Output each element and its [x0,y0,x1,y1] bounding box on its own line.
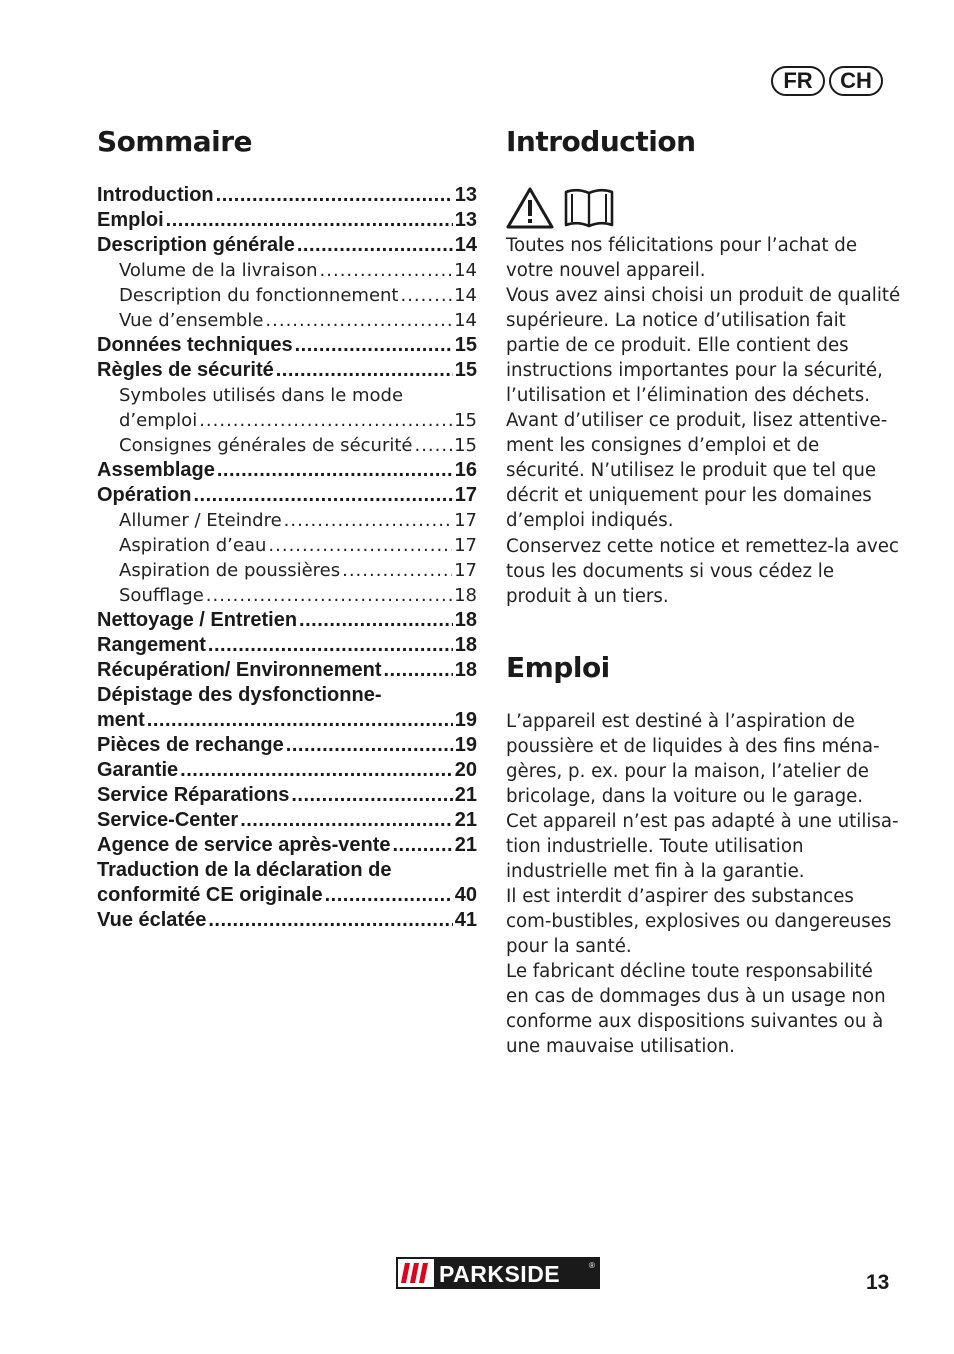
toc-entry-page: 18 [454,659,477,681]
toc-entry [97,883,477,908]
toc-entry [97,758,477,783]
toc-entry [97,308,477,333]
toc-entry-label: ment [97,709,145,731]
toc-entry [97,858,477,883]
toc-entry [97,533,477,558]
toc-leader-dots [320,258,453,283]
toc-entry [97,283,477,308]
toc-entry-page: 15 [454,334,477,356]
toc-leader-dots [325,883,453,908]
toc-entry [97,733,477,758]
intro-paragraph-2: Vous avez ainsi choisi un produit de qualité supérieure. La notice d’utilisation fait partie de ce produit. Elle contient des instructions importantes pour la sécurité, l’utilisation et l’élimination des déchets. Avant d’utiliser ce produit, lisez attentive-ment les consignes d’emploi et de sécurité. N’utilisez le produit que tel que décrit et uniquement pour les domaines d’emploi indiqués. [506,285,901,531]
toc-entry-label: Vue d’ensemble [119,310,264,331]
toc-entry-page: 21 [454,834,477,856]
toc-entry [97,233,477,258]
intro-paragraph-3: Conservez cette notice et remettez-la avec tous les documents si vous cédez le produit à un tiers. [506,536,899,607]
toc-entry-page: 17 [454,484,477,506]
toc-entry [97,258,477,283]
toc-entry [97,483,477,508]
toc-entry-label: Pièces de rechange [97,734,284,756]
toc-leader-dots [147,708,453,733]
toc-leader-dots [166,208,453,233]
toc-entry [97,508,477,533]
toc-entry-page: 21 [454,784,477,806]
toc-leader-dots [216,183,453,208]
toc-entry [97,658,477,683]
toc-entry-page: 40 [454,884,477,906]
toc-leader-dots [393,833,453,858]
toc-entry-page: 19 [454,734,477,756]
toc-entry-label: Garantie [97,759,179,781]
toc-entry-label: Traduction de la déclaration de [97,859,392,881]
toc-leader-dots [414,433,452,458]
parkside-logo [396,1257,600,1293]
lang-badge-ch: CH [829,66,883,96]
toc-entry-page: 15 [454,410,477,431]
toc-entry-label: Service-Center [97,809,239,831]
toc-leader-dots [299,608,453,633]
toc-entry [97,833,477,858]
toc-leader-dots [208,908,452,933]
intro-paragraph-1: Toutes nos félicitations pour l’achat de votre nouvel appareil. [506,235,858,281]
toc-entry-page: 14 [454,310,477,331]
toc-entry-page: 18 [454,609,477,631]
toc-entry-page: 21 [454,809,477,831]
toc-entry [97,458,477,483]
emploi-paragraph-1: L’appareil est destiné à l’aspiration de poussière et de liquides à des fins ména-gères, p. ex. pour la maison, l’atelier de bricolage, dans la voiture ou le garage. [506,711,880,807]
toc-entry-page: 15 [454,435,477,456]
toc-leader-dots [276,358,453,383]
toc-leader-dots [400,283,452,308]
toc-entry-label: Consignes générales de sécurité [119,435,413,456]
toc-leader-dots [284,508,452,533]
introduction-heading: Introduction [506,125,696,158]
toc-entry-label: Rangement [97,634,206,656]
toc-leader-dots [286,733,453,758]
lang-badge-fr: FR [771,66,825,96]
toc-entry-label: Service Réparations [97,784,290,806]
toc-entry-page: 41 [454,909,477,931]
toc-entry [97,558,477,583]
toc-entry-label: Données techniques [97,334,293,356]
toc-entry-label: Agence de service après-vente [97,834,391,856]
toc-entry-page: 18 [454,634,477,656]
toc-leader-dots [291,783,452,808]
toc-entry [97,708,477,733]
table-of-contents [97,183,477,933]
emploi-heading: Emploi [506,651,610,684]
toc-entry-label: Aspiration d’eau [119,535,267,556]
toc-entry-page: 14 [454,260,477,281]
open-book-icon [563,186,615,230]
toc-entry-page: 14 [454,234,477,256]
toc-entry [97,183,477,208]
toc-leader-dots [217,458,453,483]
toc-entry-page: 16 [454,459,477,481]
toc-leader-dots [268,533,452,558]
toc-entry [97,908,477,933]
toc-entry [97,808,477,833]
emploi-paragraph-4: Le fabricant décline toute responsabilité en cas de dommages dus à un usage non conforme aux dispositions suivantes ou à une mauvaise utilisation. [506,961,886,1057]
toc-entry-label: d’emploi [119,410,198,431]
toc-entry-label: Récupération/ Environnement [97,659,382,681]
toc-entry [97,358,477,383]
toc-entry-page: 13 [454,184,477,206]
toc-entry [97,683,477,708]
toc-entry [97,333,477,358]
toc-entry-page: 15 [454,359,477,381]
toc-leader-dots [342,558,452,583]
toc-entry-label: Opération [97,484,192,506]
toc-leader-dots [208,633,453,658]
toc-entry-label: Emploi [97,209,164,231]
toc-entry-label: conformité CE originale [97,884,323,906]
toc-entry-page: 17 [454,535,477,556]
toc-entry-page: 17 [454,560,477,581]
toc-entry-page: 14 [454,285,477,306]
toc-entry-label: Assemblage [97,459,215,481]
toc-entry [97,608,477,633]
toc-entry [97,408,477,433]
brand-name: PARKSIDE [439,1261,561,1287]
toc-entry-page: 17 [454,510,477,531]
toc-entry-page: 18 [454,585,477,606]
toc-entry-page: 19 [454,709,477,731]
toc-entry-label: Allumer / Eteindre [119,510,282,531]
toc-leader-dots [295,333,453,358]
toc-entry [97,783,477,808]
toc-entry-label: Soufflage [119,585,204,606]
toc-leader-dots [206,583,452,608]
toc-entry [97,433,477,458]
toc-entry-label: Description générale [97,234,295,256]
toc-heading: Sommaire [97,125,253,158]
toc-entry-label: Vue éclatée [97,909,207,931]
toc-entry-label: Dépistage des dysfonctionne- [97,684,382,706]
toc-entry-label: Symboles utilisés dans le mode [119,385,404,406]
toc-leader-dots [199,408,452,433]
toc-leader-dots [297,233,453,258]
warning-triangle-icon [505,186,555,230]
toc-entry-label: Introduction [97,184,214,206]
toc-entry [97,208,477,233]
toc-entry [97,383,477,408]
toc-entry-page: 13 [454,209,477,231]
language-badges [771,66,883,96]
toc-leader-dots [180,758,453,783]
emploi-paragraph-3: Il est interdit d’aspirer des substances com-bustibles, explosives ou dangereuses pour la santé. [506,886,892,957]
toc-leader-dots [193,483,452,508]
toc-leader-dots [240,808,453,833]
toc-entry-label: Nettoyage / Entretien [97,609,298,631]
toc-leader-dots [384,658,453,683]
toc-entry-page: 20 [454,759,477,781]
emploi-paragraph-2: Cet appareil n’est pas adapté à une utilisa-tion industrielle. Toute utilisation industrielle met fin à la garantie. [506,811,899,882]
toc-entry-label: Description du fonctionnement [119,285,399,306]
toc-entry [97,633,477,658]
toc-leader-dots [265,308,452,333]
toc-entry-label: Aspiration de poussières [119,560,341,581]
toc-entry [97,583,477,608]
toc-entry-label: Règles de sécurité [97,359,274,381]
registered-mark: ® [589,1261,595,1270]
page-number: 13 [866,1271,890,1294]
toc-entry-label: Volume de la livraison [119,260,318,281]
intro-icons [505,186,615,230]
